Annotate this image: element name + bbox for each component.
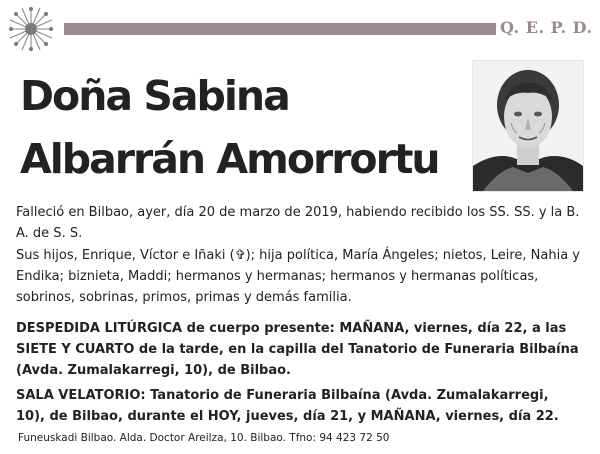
footer-contact: Funeuskadi Bilbao. Alda. Doctor Areilza, 10. Bilbao. Tfno: 94 423 72 50 [18, 432, 390, 444]
qepd-label: Q. E. P. D. [500, 18, 593, 37]
flower-icon [6, 4, 56, 54]
wake-paragraph: SALA VELATORIO: Tanatorio de Funeraria Bilbaína (Avda. Zumalakarregi, 10), de Bilbao, durante el HOY, jueves, día 21, y MAÑANA, viernes, día 22. [16, 388, 559, 424]
family-paragraph: Sus hijos, Enrique, Víctor e Iñaki (✞); hija política, María Ángeles; nietos, Leire, Nahia y Endika; biznieta, Maddi; hermanos y hermanas; hermanos y hermanas políticas, sobrinos, sobrinas, primos, primas y demás familia. [16, 248, 580, 305]
name-line1: Doña Sabina [20, 72, 289, 120]
death-notice-paragraph: Falleció en Bilbao, ayer, día 20 de marzo de 2019, habiendo recibido los SS. SS. y la B. A. de S. S. [16, 205, 580, 241]
liturgy-paragraph: DESPEDIDA LITÚRGICA de cuerpo presente: MAÑANA, viernes, día 22, a las SIETE Y CUARTO de la tarde, en la capilla del Tanatorio de Funeraria Bilbaína (Avda. Zumalakarregi, 10), de Bilbao. [16, 321, 579, 378]
portrait-photo [472, 60, 584, 192]
name-line2: Albarrán Amorrortu [20, 135, 439, 183]
header-bar [64, 23, 496, 35]
